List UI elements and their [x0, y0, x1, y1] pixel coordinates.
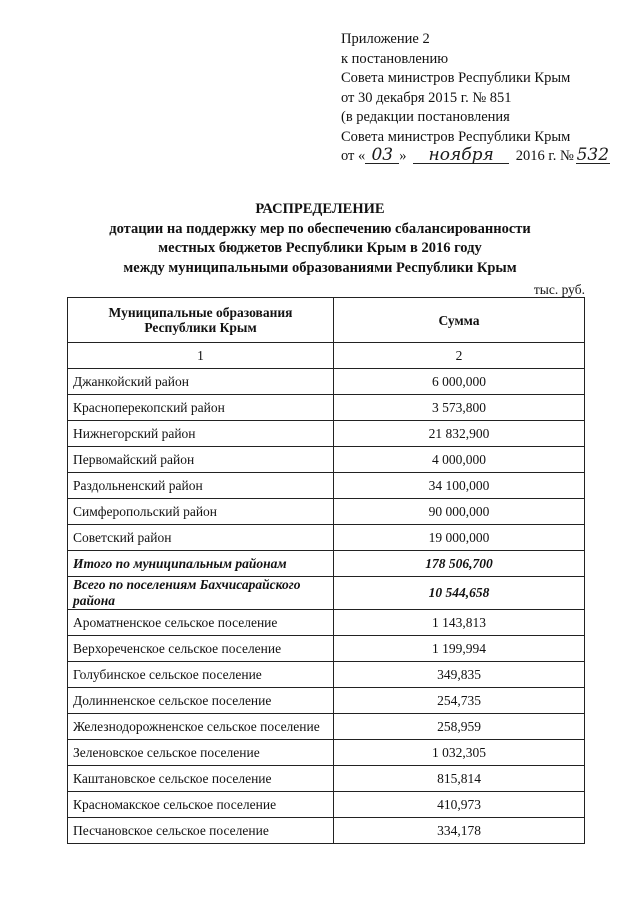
date-mid: » — [399, 148, 407, 164]
row-name: Всего по поселениям Бахчисарайского района — [68, 577, 334, 610]
appendix-block — [341, 30, 610, 167]
table-row — [68, 447, 585, 473]
row-sum: 815,814 — [334, 766, 585, 792]
table-row — [68, 740, 585, 766]
table-row — [68, 421, 585, 447]
appendix-line: (в редакции постановления — [341, 109, 510, 125]
title-line: местных бюджетов Республики Крым в 2016 году — [158, 240, 482, 257]
handwritten-month: ноября — [413, 147, 509, 164]
appendix-line: Совета министров Республики Крым — [341, 128, 571, 145]
row-name: Джанкойский район — [68, 369, 334, 395]
header-sum: Сумма — [334, 298, 585, 343]
index-cell: 1 — [68, 343, 334, 369]
handwritten-day: 03 — [365, 147, 399, 164]
title-line: дотации на поддержку мер по обеспечению сбалансированности — [109, 220, 531, 237]
row-sum: 21 832,900 — [334, 421, 585, 447]
table-row — [68, 369, 585, 395]
table-row — [68, 636, 585, 662]
table-row — [68, 610, 585, 636]
appendix-line: к постановлению — [341, 50, 449, 67]
row-sum: 90 000,000 — [334, 499, 585, 525]
table-total-row — [68, 551, 585, 577]
table-total-row — [68, 577, 585, 610]
row-sum: 258,959 — [334, 714, 585, 740]
row-sum: 3 573,800 — [334, 395, 585, 421]
header-line: Республики Крым — [144, 320, 257, 335]
row-sum: 349,835 — [334, 662, 585, 688]
table-row — [68, 525, 585, 551]
row-name: Красномакское сельское поселение — [68, 792, 334, 818]
row-name: Песчановское сельское поселение — [68, 818, 334, 844]
appendix-line: от 30 декабря 2015 г. № 851 — [341, 89, 512, 106]
row-sum: 1 199,994 — [334, 636, 585, 662]
header-line: Муниципальные образования — [108, 305, 293, 320]
row-sum: 10 544,658 — [334, 577, 585, 610]
distribution-table — [67, 297, 585, 844]
row-name: Симферопольский район — [68, 499, 334, 525]
row-name: Голубинское сельское поселение — [68, 662, 334, 688]
row-sum: 6 000,000 — [334, 369, 585, 395]
table-row — [68, 499, 585, 525]
table-index-row — [68, 343, 585, 369]
table-row — [68, 714, 585, 740]
row-name: Красноперекопский район — [68, 395, 334, 421]
row-sum: 4 000,000 — [334, 447, 585, 473]
appendix-line: Приложение 2 — [341, 31, 430, 47]
row-name: Первомайский район — [68, 447, 334, 473]
row-name: Итого по муниципальным районам — [68, 551, 334, 577]
row-sum: 34 100,000 — [334, 473, 585, 499]
table-row — [68, 792, 585, 818]
table-row — [68, 662, 585, 688]
table-row — [68, 818, 585, 844]
row-name: Раздольненский район — [68, 473, 334, 499]
row-sum: 410,973 — [334, 792, 585, 818]
row-name: Ароматненское сельское поселение — [68, 610, 334, 636]
title-line: РАСПРЕДЕЛЕНИЕ — [255, 201, 385, 217]
row-sum: 1 143,813 — [334, 610, 585, 636]
appendix-line: Совета министров Республики Крым — [341, 70, 571, 86]
row-name: Железнодорожненское сельское поселение — [68, 714, 334, 740]
row-name: Нижнегорский район — [68, 421, 334, 447]
unit-label: тыс. руб. — [533, 282, 585, 297]
title-line: между муниципальными образованиями Республики Крым — [123, 259, 517, 276]
table-header-row — [68, 298, 585, 343]
handwritten-number: 532 — [576, 145, 610, 165]
row-sum: 178 506,700 — [334, 551, 585, 577]
date-year: 2016 г. № — [515, 148, 574, 164]
row-name: Зеленовское сельское поселение — [68, 740, 334, 766]
row-name: Советский район — [68, 525, 334, 551]
row-sum: 19 000,000 — [334, 525, 585, 551]
appendix-date-line — [341, 147, 610, 167]
row-sum: 1 032,305 — [334, 740, 585, 766]
table-row — [68, 473, 585, 499]
row-name: Долинненское сельское поселение — [68, 688, 334, 714]
row-sum: 334,178 — [334, 818, 585, 844]
row-name: Каштановское сельское поселение — [68, 766, 334, 792]
date-prefix: от « — [341, 148, 366, 164]
table-row — [68, 766, 585, 792]
document-title — [0, 200, 640, 278]
table-row — [68, 688, 585, 714]
table-row — [68, 395, 585, 421]
index-cell: 2 — [334, 343, 585, 369]
row-name: Верхореченское сельское поселение — [68, 636, 334, 662]
header-municipalities — [68, 298, 334, 343]
row-sum: 254,735 — [334, 688, 585, 714]
